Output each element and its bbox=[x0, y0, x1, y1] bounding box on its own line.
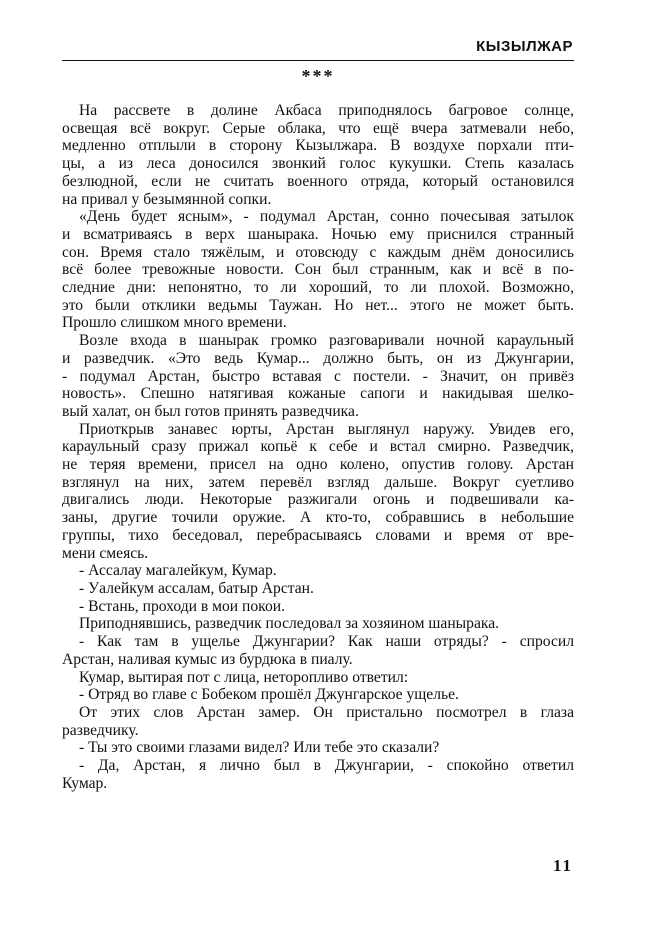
text-line: Прошло слишком много времени. bbox=[62, 314, 287, 332]
text-line: мени смеясь. bbox=[62, 544, 149, 562]
text-line: заны, другие точили оружие. А кто-то, собравшись в небольшие bbox=[62, 509, 574, 527]
text-line: освещая всё вокруг. Серые облака, что ещё вчера затмевали небо, bbox=[62, 119, 574, 137]
text-line: взглянул на них, затем перевёл взгляд дальше. Вокруг суетливо bbox=[62, 473, 574, 491]
text-line: От этих слов Арстан замер. Он пристально посмотрел в глаза bbox=[79, 703, 574, 721]
text-line: группы, тихо беседовал, перебрасываясь словами и время от вре- bbox=[62, 526, 574, 544]
text-line: Приоткрыв занавес юрты, Арстан выглянул наружу. Увидев его, bbox=[79, 420, 574, 438]
text-line: - Как там в ущелье Джунгарии? Как наши отряды? - спросил bbox=[79, 633, 574, 651]
text-line: «День будет ясным», - подумал Арстан, сонно почесывая затылок bbox=[79, 208, 574, 226]
paragraph bbox=[62, 615, 574, 633]
text-line: Арстан, наливая кумыс из бурдюка в пиалу. bbox=[62, 650, 353, 668]
paragraph bbox=[62, 669, 574, 687]
text-line: не теряя времени, присел на одно колено, опустив голову. Арстан bbox=[62, 456, 574, 474]
paragraph bbox=[62, 208, 574, 332]
page-number: 11 bbox=[552, 856, 573, 875]
text-line: - Да, Арстан, я лично был в Джунгарии, - спокойно ответил bbox=[79, 757, 574, 775]
text-line: вый халат, он был готов принять разведчика. bbox=[62, 402, 359, 420]
text-line: всё более тревожные новости. Сон был странным, как и всё в по- bbox=[62, 261, 574, 279]
paragraph bbox=[62, 598, 574, 616]
text-line: сон. Время стало тяжёлым, и отовсюду с каждым днём доносились bbox=[62, 243, 574, 261]
section-break-mark: *** bbox=[301, 66, 335, 86]
paragraph bbox=[62, 580, 574, 598]
text-line: - подумал Арстан, быстро вставая с постели. - Значит, он привёз bbox=[62, 367, 574, 385]
paragraph bbox=[62, 739, 574, 757]
paragraph bbox=[62, 633, 574, 668]
text-line: Возле входа в шанырак громко разговаривали ночной караульный bbox=[79, 332, 574, 350]
text-line: караульный сразу прижал копьё к себе и встал смирно. Разведчик, bbox=[62, 438, 574, 456]
paragraph bbox=[62, 562, 574, 580]
text-line: новость». Спешно натягивая кожаные сапоги и накидывая шелко- bbox=[62, 385, 574, 403]
text-line: - Ты это своими глазами видел? Или тебе это сказали? bbox=[79, 739, 440, 757]
text-line: безлюдной, если не считать военного отряда, который остановился bbox=[62, 172, 574, 190]
running-header-title: КЫЗЫЛЖАР bbox=[476, 38, 573, 55]
text-line: и разведчик. «Это ведь Кумар... должно быть, он из Джунгарии, bbox=[62, 349, 574, 367]
text-line: Приподнявшись, разведчик последовал за хозяином шанырака. bbox=[79, 615, 500, 633]
text-line: следние дни: непонятно, то ли хороший, то ли плохой. Возможно, bbox=[62, 279, 574, 297]
text-line: - Уалейкум ассалам, батыр Арстан. bbox=[79, 579, 314, 597]
text-line: медленно отплыли в сторону Кызылжара. В воздухе порхали пти- bbox=[62, 137, 574, 155]
text-line: и всматриваясь в верх шанырака. Ночью ему приснился странный bbox=[62, 225, 574, 243]
paragraph bbox=[62, 421, 574, 563]
text-line: - Встань, проходи в мои покои. bbox=[79, 597, 286, 615]
header-rule bbox=[62, 60, 574, 61]
body-text bbox=[62, 102, 574, 792]
paragraph bbox=[62, 332, 574, 421]
text-line: разведчику. bbox=[62, 721, 139, 739]
text-line: Кумар, вытирая пот с лица, неторопливо ответил: bbox=[79, 668, 409, 686]
paragraph bbox=[62, 686, 574, 704]
text-line: цы, а из леса доносился звонкий голос кукушки. Степь казалась bbox=[62, 155, 574, 173]
text-line: - Отряд во главе с Бобеком прошёл Джунгарское ущелье. bbox=[79, 686, 459, 704]
text-line: На рассвете в долине Акбаса приподнялось багровое солнце, bbox=[79, 102, 574, 119]
text-line: Кумар. bbox=[62, 774, 108, 792]
text-line: двигались люди. Некоторые разжигали огонь и подвешивали ка- bbox=[62, 491, 574, 509]
text-line: - Ассалау магалейкум, Кумар. bbox=[79, 562, 277, 580]
text-line: на привал у безымянной сопки. bbox=[62, 190, 272, 208]
text-line: это были отклики ведьмы Таужан. Но нет... этого не может быть. bbox=[62, 296, 574, 314]
paragraph bbox=[62, 704, 574, 739]
paragraph bbox=[62, 757, 574, 792]
paragraph bbox=[62, 102, 574, 208]
